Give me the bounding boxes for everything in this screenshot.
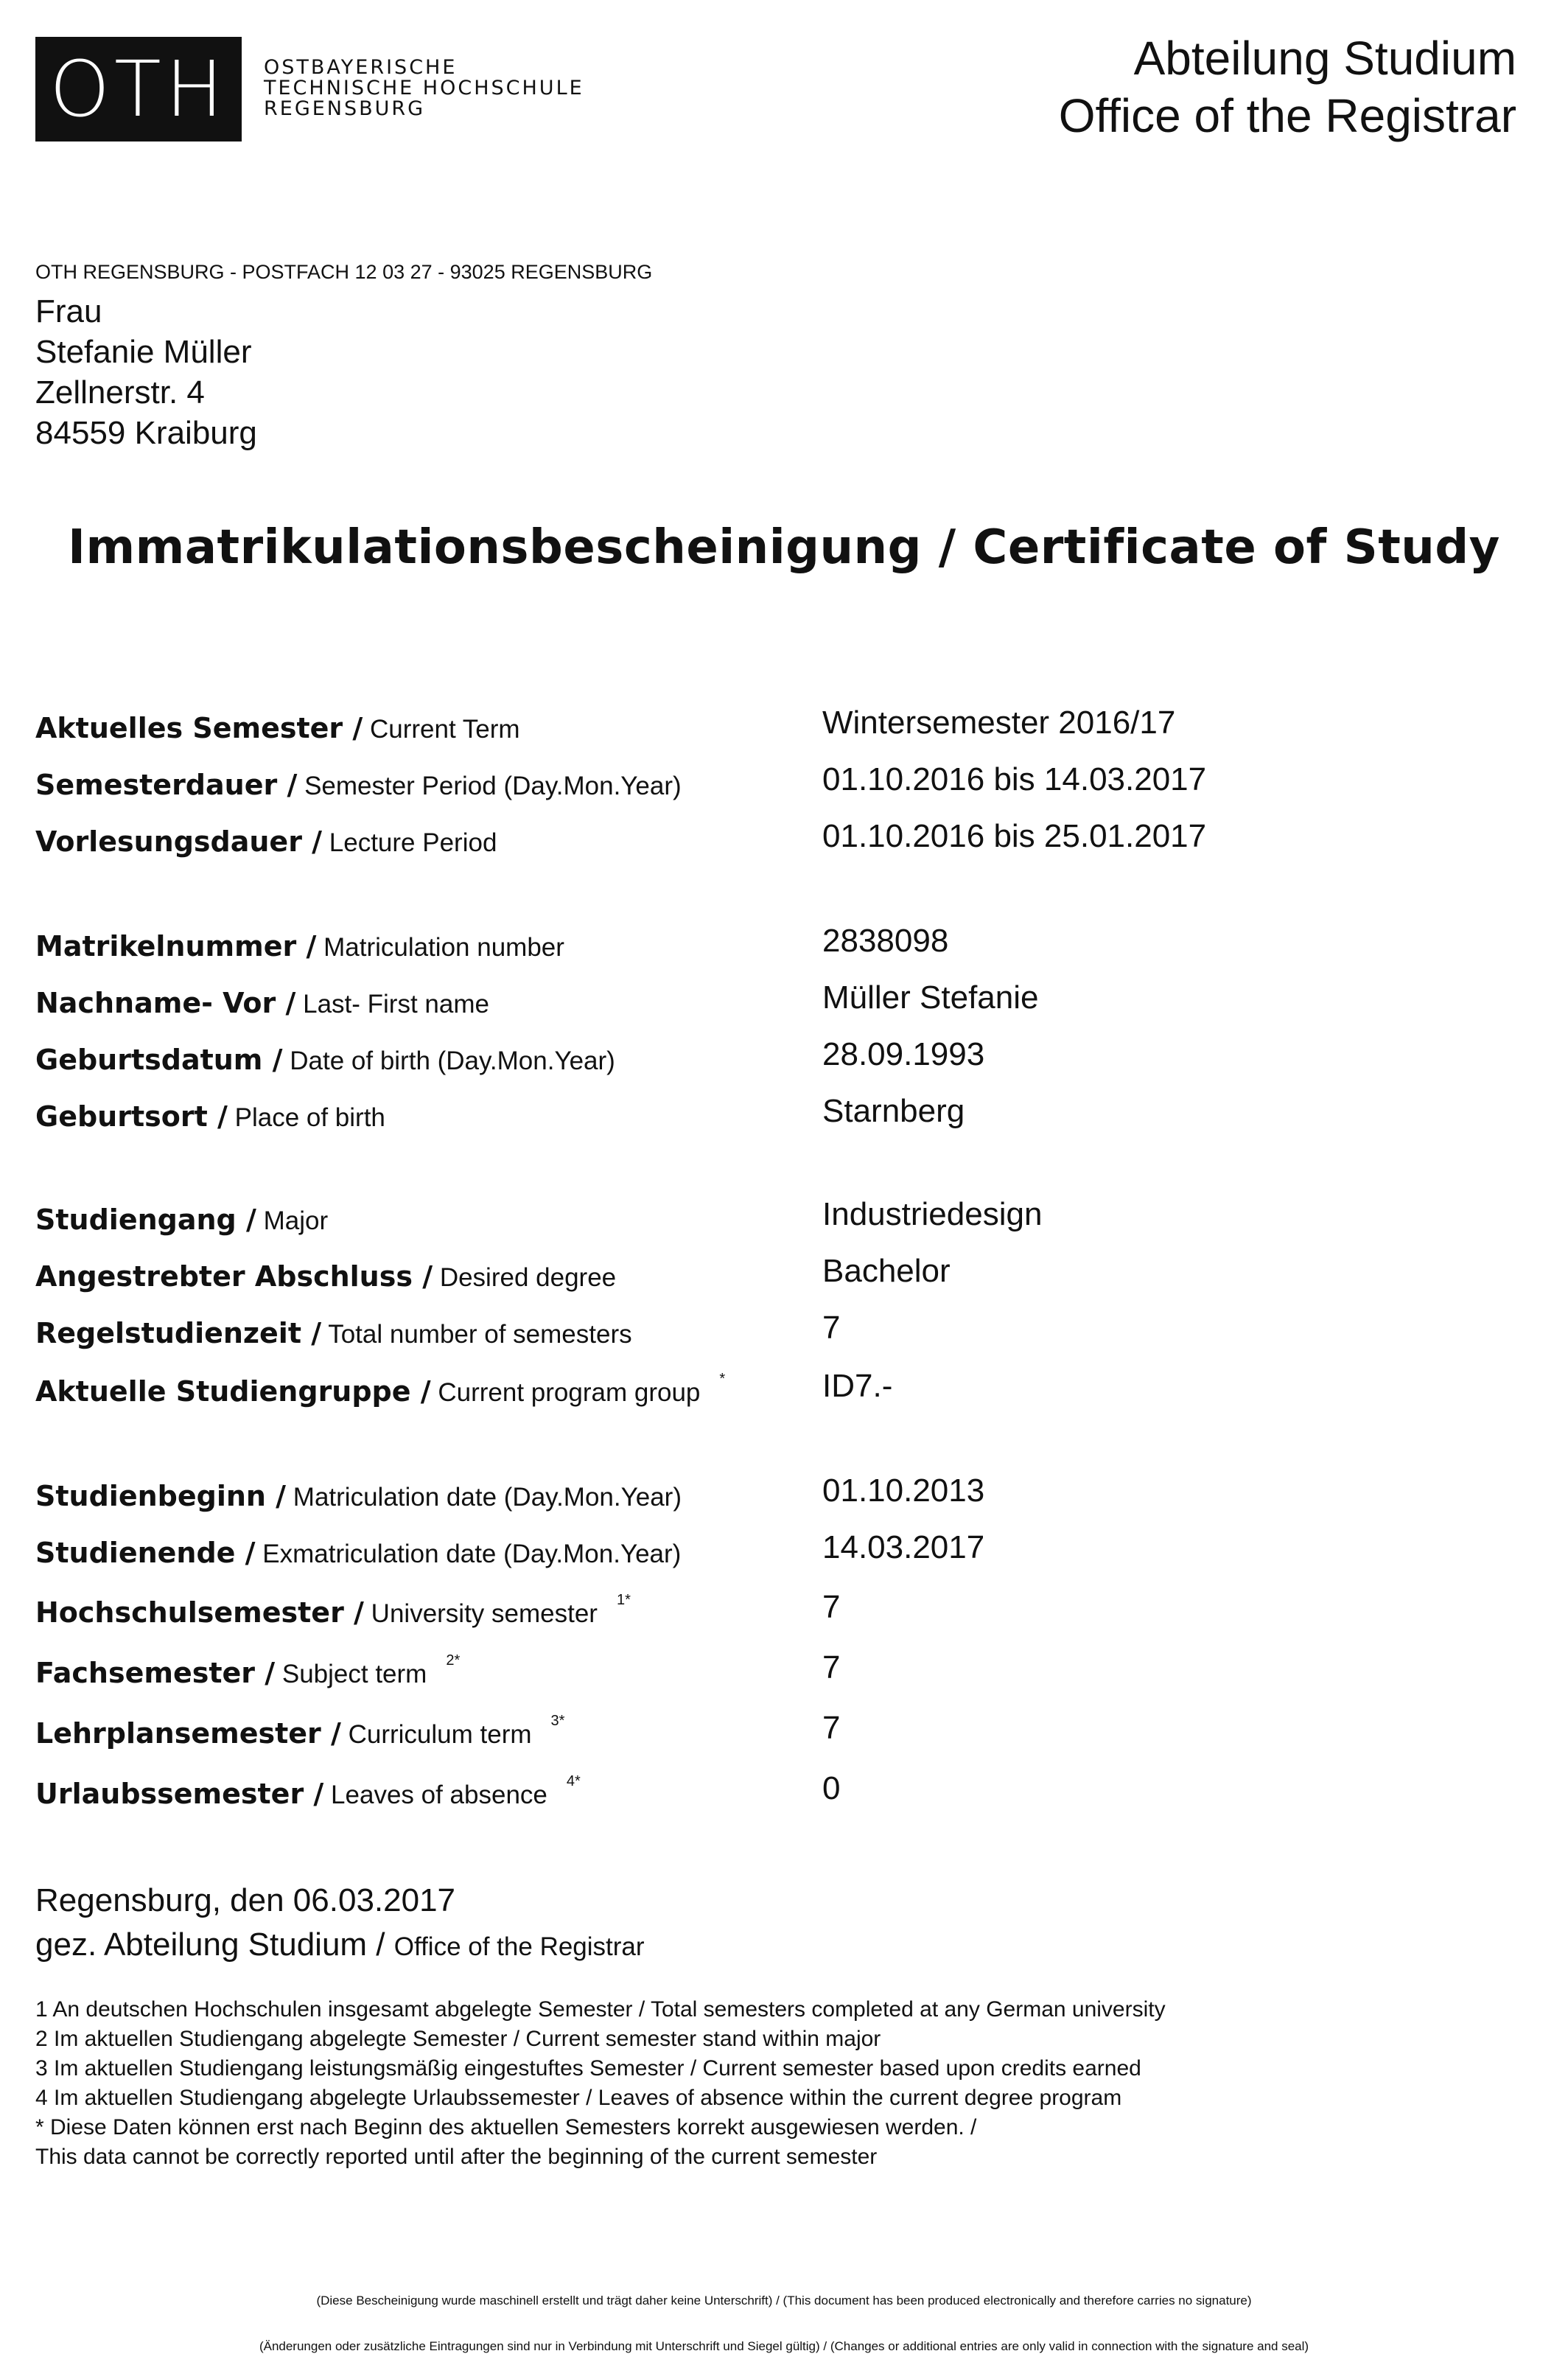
field-label-de: Studiengang / bbox=[35, 1204, 256, 1236]
field-label-de: Semesterdauer / bbox=[35, 769, 298, 801]
field-label bbox=[35, 1713, 565, 1750]
logo-line-1: OSTBAYERISCHE bbox=[264, 56, 458, 79]
field-value: 0 bbox=[822, 1770, 841, 1806]
field-label-de: Vorlesungsdauer / bbox=[35, 825, 323, 858]
field-value: 01.10.2013 bbox=[822, 1473, 985, 1509]
electronic-document-note: (Diese Bescheinigung wurde maschinell erstellt und trägt daher keine Unterschrift) / (This document has been produced electronically and therefore carries no signature) bbox=[316, 2294, 1252, 2308]
field-label bbox=[35, 987, 489, 1019]
footnote-marker: * bbox=[719, 1371, 726, 1387]
field-label-en: Date of birth (Day.Mon.Year) bbox=[290, 1047, 615, 1075]
field-value: 7 bbox=[822, 1649, 841, 1685]
department-de: Abteilung Studium bbox=[1133, 32, 1516, 85]
signed-by-en: Office of the Registrar bbox=[393, 1932, 645, 1961]
field-label-de: Angestrebter Abschluss / bbox=[35, 1260, 433, 1293]
field-label-en: University semester bbox=[371, 1599, 598, 1628]
field-value: 01.10.2016 bis 14.03.2017 bbox=[822, 761, 1207, 797]
recipient-name: Stefanie Müller bbox=[35, 334, 252, 370]
field-label-de: Fachsemester / bbox=[35, 1657, 276, 1689]
field-value: Industriedesign bbox=[822, 1196, 1043, 1232]
field-label bbox=[35, 825, 497, 858]
logo-line-3: REGENSBURG bbox=[264, 97, 426, 120]
footnote-marker: 2* bbox=[446, 1652, 461, 1669]
field-label bbox=[35, 1773, 581, 1810]
field-value: 7 bbox=[822, 1589, 841, 1625]
field-label-de: Regelstudienzeit / bbox=[35, 1317, 322, 1349]
field-label-en: Major bbox=[263, 1206, 329, 1235]
field-label-en: Place of birth bbox=[234, 1103, 385, 1132]
field-label bbox=[35, 712, 520, 744]
field-label-en: Exmatriculation date (Day.Mon.Year) bbox=[262, 1540, 682, 1568]
field-label bbox=[35, 1592, 631, 1629]
field-label bbox=[35, 1100, 385, 1133]
field-label-de: Aktuelle Studiengruppe / bbox=[35, 1375, 431, 1408]
footnote-asterisk: * Diese Daten können erst nach Beginn des aktuellen Semesters korrekt ausgewiesen werden. / bbox=[35, 2115, 977, 2139]
field-label bbox=[35, 1480, 682, 1512]
field-value: 01.10.2016 bis 25.01.2017 bbox=[822, 818, 1207, 854]
footnote-2: 2 Im aktuellen Studiengang abgelegte Semester / Current semester stand within major bbox=[35, 2027, 881, 2051]
field-label-de: Urlaubssemester / bbox=[35, 1778, 324, 1810]
oth-logo-mark: OTH bbox=[49, 44, 228, 134]
field-value: 2838098 bbox=[822, 923, 949, 959]
field-label-en: Curriculum term bbox=[348, 1720, 532, 1749]
field-label bbox=[35, 930, 564, 963]
field-label-en: Desired degree bbox=[439, 1263, 617, 1292]
signature-line bbox=[35, 1926, 645, 1963]
footnote-marker: 3* bbox=[550, 1713, 565, 1729]
field-value: Müller Stefanie bbox=[822, 979, 1039, 1016]
field-label bbox=[35, 1044, 615, 1076]
field-value: 7 bbox=[822, 1710, 841, 1746]
recipient-street: Zellnerstr. 4 bbox=[35, 374, 205, 411]
field-label-en: Semester Period (Day.Mon.Year) bbox=[304, 772, 682, 800]
footnote-3: 3 Im aktuellen Studiengang leistungsmäßig eingestuftes Semester / Current semester based upon credits earned bbox=[35, 2056, 1141, 2081]
field-label-en: Subject term bbox=[281, 1660, 427, 1688]
footnote-asterisk-en: This data cannot be correctly reported until after the beginning of the current semester bbox=[35, 2145, 878, 2169]
field-label bbox=[35, 769, 682, 801]
field-value: Wintersemester 2016/17 bbox=[822, 705, 1176, 741]
field-label-en: Lecture Period bbox=[329, 828, 497, 857]
field-value: Starnberg bbox=[822, 1093, 965, 1129]
field-label-en: Leaves of absence bbox=[331, 1781, 547, 1809]
field-label-de: Studienende / bbox=[35, 1537, 256, 1569]
sender-address-line: OTH REGENSBURG - POSTFACH 12 03 27 - 93025 REGENSBURG bbox=[35, 261, 653, 283]
logo-line-2: TECHNISCHE HOCHSCHULE bbox=[264, 77, 584, 99]
place-and-date: Regensburg, den 06.03.2017 bbox=[35, 1882, 456, 1918]
footnote-1: 1 An deutschen Hochschulen insgesamt abgelegte Semester / Total semesters completed at any German university bbox=[35, 1997, 1166, 2022]
field-label bbox=[35, 1260, 616, 1293]
field-label-de: Geburtsort / bbox=[35, 1100, 228, 1133]
footnote-marker: 4* bbox=[566, 1773, 581, 1789]
field-label-en: Matriculation number bbox=[323, 933, 564, 962]
field-label-en: Total number of semesters bbox=[328, 1320, 632, 1349]
page-title: Immatrikulationsbescheinigung / Certificate of Study bbox=[68, 520, 1500, 575]
field-label-de: Studienbeginn / bbox=[35, 1480, 287, 1512]
field-label-de: Lehrplansemester / bbox=[35, 1717, 341, 1750]
field-label-en: Current Term bbox=[370, 715, 520, 744]
field-label bbox=[35, 1537, 681, 1569]
field-value: 28.09.1993 bbox=[822, 1036, 985, 1072]
field-label-de: Nachname- Vor / bbox=[35, 987, 296, 1019]
field-label-de: Hochschulsemester / bbox=[35, 1596, 364, 1629]
footnote-marker: 1* bbox=[616, 1592, 631, 1608]
recipient-salutation: Frau bbox=[35, 293, 102, 329]
field-value: 7 bbox=[822, 1310, 841, 1346]
footnote-4: 4 Im aktuellen Studiengang abgelegte Urlaubssemester / Leaves of absence within the current degree program bbox=[35, 2086, 1122, 2110]
field-value: ID7.- bbox=[822, 1368, 893, 1404]
field-label-en: Last- First name bbox=[303, 990, 489, 1019]
changes-validity-note: (Änderungen oder zusätzliche Eintragungen sind nur in Verbindung mit Unterschrift und Siegel gültig) / (Changes or additional entries are only valid in connection with the signature and seal) bbox=[259, 2339, 1309, 2353]
field-label bbox=[35, 1317, 632, 1349]
field-label-de: Aktuelles Semester / bbox=[35, 712, 363, 744]
field-label-de: Geburtsdatum / bbox=[35, 1044, 283, 1076]
field-label bbox=[35, 1371, 726, 1408]
field-value: 14.03.2017 bbox=[822, 1529, 985, 1565]
field-label-en: Current program group bbox=[438, 1378, 701, 1407]
field-label bbox=[35, 1204, 328, 1236]
field-label-en: Matriculation date (Day.Mon.Year) bbox=[293, 1483, 682, 1512]
field-label-de: Matrikelnummer / bbox=[35, 930, 317, 963]
department-en: Office of the Registrar bbox=[1058, 89, 1516, 142]
recipient-city: 84559 Kraiburg bbox=[35, 415, 257, 451]
signed-by: gez. Abteilung Studium / bbox=[35, 1926, 385, 1963]
field-value: Bachelor bbox=[822, 1253, 951, 1289]
field-label bbox=[35, 1652, 461, 1689]
